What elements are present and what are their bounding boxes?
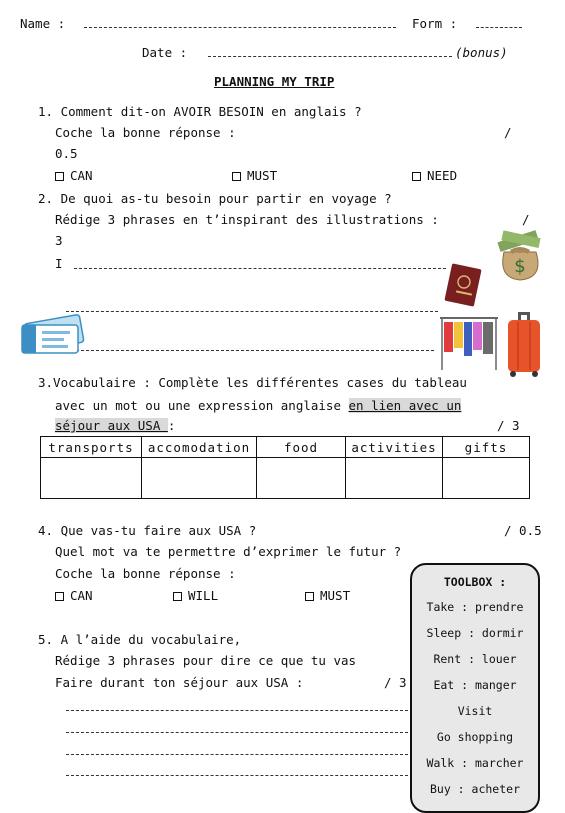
q1-question: 1. Comment dit-on AVOIR BESOIN en anglais ? [38,104,362,119]
toolbox-item: Buy : acheter [429,782,520,796]
page-title: PLANNING MY TRIP [214,74,335,89]
q1-instruction: Coche la bonne réponse : [55,125,236,140]
q1-option-can[interactable] [55,168,93,184]
toolbox-item: Visit [457,704,493,718]
date-field[interactable] [208,56,452,57]
checkbox[interactable] [55,592,64,601]
toolbox-title: TOOLBOX : [443,575,507,589]
checkbox[interactable] [232,172,241,181]
toolbox-item: Go shopping [436,730,514,744]
q3-line-2 [55,398,461,414]
date-label: Date : [142,45,188,60]
q4-option-will-label: WILL [188,588,219,603]
bonus-label: (bonus) [455,45,508,60]
form-field[interactable] [476,27,522,28]
q2-line-prefix: I [55,256,63,271]
q2-score-slash: / [522,212,530,227]
toolbox-item: Sleep : dormir [426,626,524,640]
toolbox-item: Eat : manger [433,678,517,692]
checkbox[interactable] [305,592,314,601]
q5-line-1: 5. A l’aide du vocabulaire, [38,632,242,647]
column-header: transports [41,437,142,458]
q1-option-need-label: NEED [427,168,458,183]
q1-option-need[interactable] [412,168,457,184]
toolbox-item: Rent : louer [433,652,517,666]
form-label: Form : [412,16,458,31]
q3-highlight-1: en lien avec un [348,398,462,413]
answer-cell[interactable] [257,458,346,499]
money-bag-icon [492,230,548,282]
q2-answer-line-3[interactable] [66,350,434,351]
q2-instruction: Rédige 3 phrases en t’inspirant des illustrations : [55,212,439,227]
q2-question: 2. De quoi as-tu besoin pour partir en voyage ? [38,191,392,206]
table-row [41,458,530,499]
q1-score-slash: / [504,125,512,140]
q1-score-value: 0.5 [55,146,78,161]
q1-option-must[interactable] [232,168,277,184]
q2-score-value: 3 [55,233,63,248]
q3-highlight-2: séjour aux USA [55,418,168,433]
column-header: activities [346,437,443,458]
column-header: food [257,437,346,458]
q3-score: / 3 [497,418,520,433]
name-field[interactable] [84,27,396,28]
checkbox[interactable] [412,172,421,181]
answer-cell[interactable] [346,458,443,499]
svg-text:$: $ [514,256,526,277]
q3-line-2-text: avec un mot ou une expression anglaise [55,398,349,413]
q4-option-must[interactable] [305,588,350,604]
q5-score: / 3 [384,675,407,690]
toolbox-panel [410,563,540,813]
q5-answer-line-3[interactable] [66,754,408,755]
suitcase-icon [504,308,544,378]
passport-icon [442,262,484,308]
q1-option-must-label: MUST [247,168,278,183]
q5-line-3: Faire durant ton séjour aux USA : [55,675,304,690]
q3-line-1: 3.Vocabulaire : Complète les différentes cases du tableau [38,375,467,390]
q4-option-can[interactable] [55,588,93,604]
q4-line-2: Quel mot va te permettre d’exprimer le futur ? [55,544,402,559]
q5-answer-line-1[interactable] [66,710,408,711]
column-header: accomodation [142,437,257,458]
checkbox[interactable] [173,592,182,601]
q4-option-must-label: MUST [320,588,351,603]
q5-answer-line-4[interactable] [66,775,408,776]
q1-option-can-label: CAN [70,168,93,183]
q4-instruction: Coche la bonne réponse : [55,566,236,581]
table-header-row [41,437,530,458]
checkbox[interactable] [55,172,64,181]
q4-option-can-label: CAN [70,588,93,603]
q4-question: 4. Que vas-tu faire aux USA ? [38,523,257,538]
plane-ticket-icon [20,313,86,357]
q3-line-3-colon: : [167,418,176,433]
q4-option-will[interactable] [173,588,218,604]
q2-answer-line-2[interactable] [66,311,438,312]
toolbox-item: Walk : marcher [426,756,524,770]
clothes-rack-icon [436,312,502,372]
q4-score: / 0.5 [504,523,542,538]
column-header: gifts [443,437,530,458]
q5-answer-line-2[interactable] [66,732,408,733]
answer-cell[interactable] [443,458,530,499]
toolbox-item: Take : prendre [426,600,524,614]
vocabulary-table [40,436,530,499]
answer-cell[interactable] [142,458,257,499]
q3-line-3 [55,418,175,434]
name-label: Name : [20,16,66,31]
q5-line-2: Rédige 3 phrases pour dire ce que tu vas [55,653,357,668]
q2-answer-line-1[interactable] [74,268,446,269]
answer-cell[interactable] [41,458,142,499]
